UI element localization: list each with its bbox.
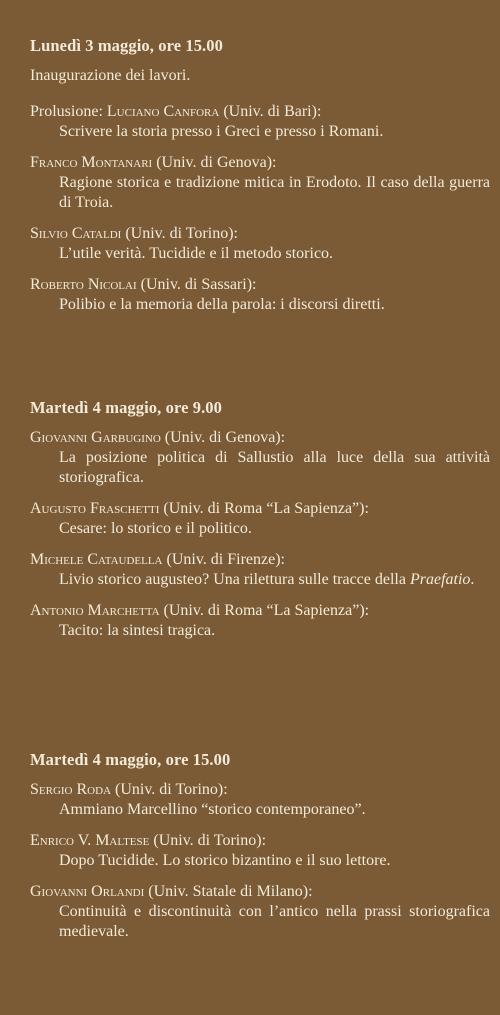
speaker-name: Giovanni Orlandi	[30, 883, 145, 900]
talk-title-text: Livio storico augusteo? Una rilettura sulle tracce della	[59, 571, 410, 588]
talk-item	[30, 601, 490, 641]
speaker-affiliation: (Univ. di Roma “La Sapienza”):	[159, 602, 370, 619]
talk-item	[30, 428, 490, 488]
speaker-name: Roberto Nicolai	[30, 276, 137, 293]
speaker-name: Franco Montanari	[30, 154, 153, 171]
talk-item	[30, 882, 490, 942]
talk-speaker-line	[30, 780, 490, 800]
talk-title: Tacito: la sintesi tragica.	[59, 622, 216, 639]
talk-speaker-line	[30, 428, 490, 448]
session-heading: Martedì 4 maggio, ore 9.00	[30, 398, 223, 417]
talk-speaker-line	[30, 601, 490, 621]
speaker-affiliation: (Univ. di Genova):	[152, 154, 277, 171]
talk-title-end: .	[470, 571, 475, 588]
speaker-name: Luciano Canfora	[106, 103, 220, 120]
talk-speaker-line	[30, 153, 490, 173]
speaker-affiliation: (Univ. di Torino):	[149, 832, 267, 849]
speaker-affiliation: (Univ. di Sassari):	[136, 276, 257, 293]
speaker-name: Antonio Marchetta	[30, 602, 160, 619]
talk-item	[30, 224, 490, 264]
talk-prefix: Prolusione:	[30, 103, 107, 120]
talk-title: Scrivere la storia presso i Greci e presso i Romani.	[59, 123, 384, 140]
speaker-name: Giovanni Garbugino	[30, 429, 161, 446]
talk-title-italic: Praefatio	[409, 571, 471, 588]
talk-title: Polibio e la memoria della parola: i discorsi diretti.	[59, 296, 385, 313]
speaker-name: Augusto Fraschetti	[30, 500, 160, 517]
session-tuesday-afternoon	[30, 750, 490, 953]
opening-note: Inaugurazione dei lavori.	[30, 67, 191, 84]
talk-title: Cesare: lo storico e il politico.	[59, 520, 252, 537]
talk-title: Ragione storica e tradizione mitica in Erodoto. Il caso della guerra di Troia.	[59, 174, 490, 211]
talk-speaker-line	[30, 550, 490, 570]
speaker-affiliation: (Univ. di Genova):	[160, 429, 286, 446]
speaker-affiliation: (Univ. di Roma “La Sapienza”):	[159, 500, 369, 517]
speaker-name: Michele Cataudella	[30, 551, 163, 568]
talk-title: La posizione politica di Sallustio alla luce della sua attività storiografica.	[59, 449, 490, 486]
talk-item	[30, 153, 490, 213]
speaker-affiliation: (Univ. di Bari):	[219, 103, 322, 120]
talk-speaker-line	[30, 275, 490, 295]
talk-speaker-line	[30, 499, 490, 519]
talk-item	[30, 831, 490, 871]
talk-title: Ammiano Marcellino “storico contemporaneo”.	[59, 801, 366, 818]
speaker-affiliation: (Univ. di Torino):	[111, 781, 228, 798]
session-heading: Lunedì 3 maggio, ore 15.00	[30, 36, 223, 55]
talk-item	[30, 275, 490, 315]
speaker-affiliation: (Univ. Statale di Milano):	[144, 883, 313, 900]
talk-item	[30, 550, 490, 590]
talk-item	[30, 102, 490, 142]
session-monday-afternoon	[30, 36, 490, 326]
speaker-name: Enrico V. Maltese	[30, 832, 150, 849]
speaker-name: Silvio Cataldi	[30, 225, 122, 242]
speaker-affiliation: (Univ. di Firenze):	[162, 551, 285, 568]
speaker-affiliation: (Univ. di Torino):	[121, 225, 238, 242]
talk-speaker-line	[30, 224, 490, 244]
session-heading: Martedì 4 maggio, ore 15.00	[30, 750, 231, 769]
talk-speaker-line	[30, 831, 490, 851]
talk-item	[30, 499, 490, 539]
talk-title	[59, 570, 490, 590]
session-tuesday-morning	[30, 398, 490, 652]
talk-item	[30, 780, 490, 820]
talk-speaker-line	[30, 882, 490, 902]
talk-title: Dopo Tucidide. Lo storico bizantino e il suo lettore.	[59, 852, 391, 869]
speaker-name: Sergio Roda	[30, 781, 112, 798]
talk-speaker-line	[30, 102, 490, 122]
talk-title: L’utile verità. Tucidide e il metodo storico.	[59, 245, 334, 262]
talk-title: Continuità e discontinuità con l’antico nella prassi storiografica medievale.	[59, 903, 490, 940]
